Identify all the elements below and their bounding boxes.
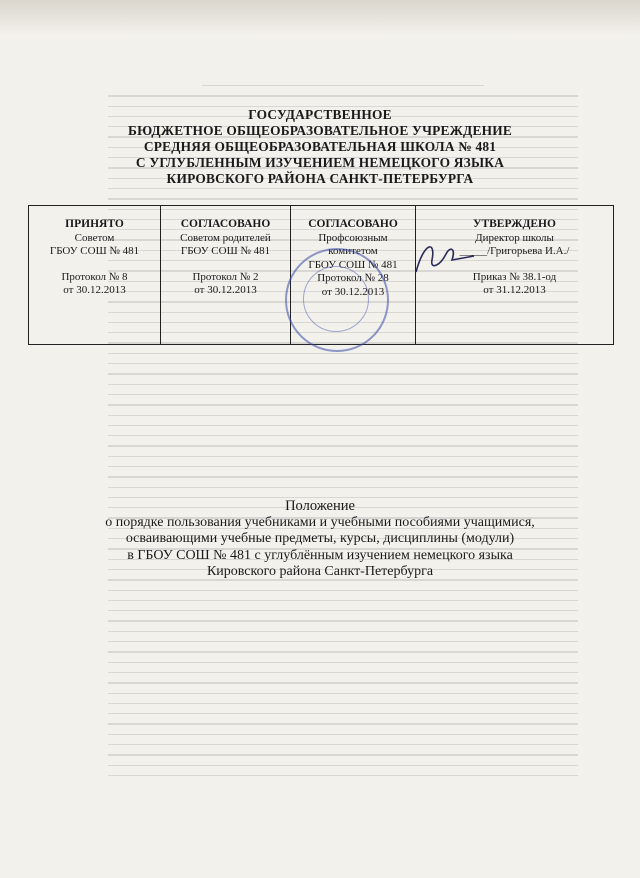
header-line-4: С УГЛУБЛЕННЫМ ИЗУЧЕНИЕМ НЕМЕЦКОГО ЯЗЫКА (135, 155, 505, 170)
order-date: от 31.12.2013 (483, 284, 546, 296)
header-line-2: БЮДЖЕТНОЕ ОБЩЕОБРАЗОВАТЕЛЬНОЕ УЧРЕЖДЕНИЕ (128, 123, 512, 138)
protocol-date: от 30.12.2013 (63, 284, 126, 296)
approval-cell-director (416, 206, 613, 344)
institution-header (60, 107, 580, 187)
header-line-5: КИРОВСКОГО РАЙОНА САНКТ-ПЕТЕРБУРГА (166, 171, 474, 186)
approval-cell-union (291, 206, 416, 344)
protocol-number: Протокол № 8 (61, 270, 128, 283)
order-number: Приказ № 38.1-од (472, 270, 557, 283)
document-title (40, 498, 600, 581)
approval-line: комитетом (328, 245, 378, 257)
protocol-number: Протокол № 2 (192, 270, 259, 283)
approval-cell-accepted (29, 206, 161, 344)
bleed-through-text (108, 85, 578, 845)
title-line-5: Кировского района Санкт-Петербурга (206, 564, 434, 579)
approval-line: _____/Григорьева И.А./ (459, 245, 570, 257)
approval-line: Профсоюзным (318, 231, 388, 244)
scan-edge (0, 0, 640, 36)
title-line-1: Положение (285, 498, 355, 514)
approval-heading: СОГЛАСОВАНО (180, 218, 271, 230)
approval-line: ГБОУ СОШ № 481 (180, 245, 271, 257)
header-line-3: СРЕДНЯЯ ОБЩЕОБРАЗОВАТЕЛЬНАЯ ШКОЛА № 481 (143, 139, 497, 154)
approval-line: Советом родителей (180, 231, 271, 244)
protocol-number: Протокол № 28 (317, 272, 389, 284)
approval-heading: УТВЕРЖДЕНО (473, 218, 556, 230)
approval-heading: СОГЛАСОВАНО (308, 218, 398, 230)
title-line-4: в ГБОУ СОШ № 481 с углублённым изучением немецкого языка (127, 547, 513, 563)
approval-heading: ПРИНЯТО (65, 218, 124, 230)
approval-line: Советом (74, 231, 115, 244)
protocol-date: от 30.12.2013 (321, 285, 385, 298)
approval-cell-parents (161, 206, 291, 344)
title-line-2: о порядке пользования учебниками и учебными пособиями учащимися, (105, 514, 535, 530)
protocol-date: от 30.12.2013 (194, 284, 257, 296)
approval-line: ГБОУ СОШ № 481 (49, 245, 140, 257)
title-line-3: осваивающими учебные предметы, курсы, дисциплины (модули) (125, 531, 515, 546)
header-line-1: ГОСУДАРСТВЕННОЕ (248, 107, 392, 122)
approval-table (28, 205, 614, 345)
approval-line: Директор школы (475, 231, 554, 244)
approval-line: ГБОУ СОШ № 481 (308, 258, 398, 271)
